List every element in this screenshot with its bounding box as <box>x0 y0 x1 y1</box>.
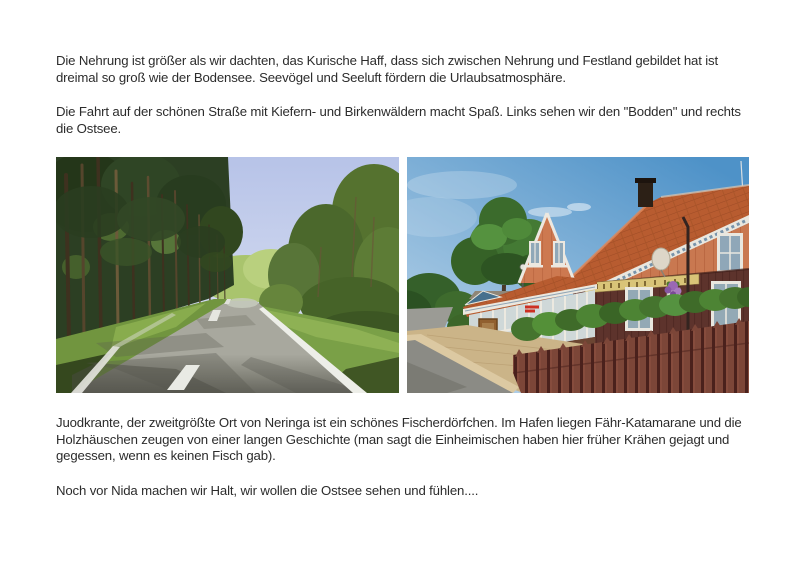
photo-row <box>56 157 750 393</box>
forest-road-illustration <box>56 157 399 393</box>
photo-red-house <box>407 157 749 393</box>
paragraph-nida: Noch vor Nida machen wir Halt, wir wollen die Ostsee sehen und fühlen.... <box>56 482 479 498</box>
paragraph-fahrt: Die Fahrt auf der schönen Straße mit Kiefern- und Birkenwäldern macht Spaß. Links sehen wir den "Bodden" und rechts die Ostsee. <box>56 104 741 136</box>
photo-forest-road <box>56 157 399 393</box>
paragraph-nehrung: Die Nehrung ist größer als wir dachten, das Kurische Haff, dass sich zwischen Nehrung und Festland gebildet hat ist dreimal so groß wie der Bodensee. Seevögel und Seeluft fördern die Urlaubsatmosphäre. <box>56 53 719 85</box>
red-house-illustration <box>407 157 749 393</box>
paragraph-juodkrante: Juodkrante, der zweitgrößte Ort von Neringa ist ein schönes Fischerdörfchen. Im Hafen liegen Fähr-Katamarane und die Holzhäuschen zeugen von einer langen Geschichte (man sagt die Einheimischen haben hier früher Krähen gejagt und gegessen, wenn es keinen Fisch gab). <box>56 415 742 463</box>
chimney <box>635 178 656 207</box>
